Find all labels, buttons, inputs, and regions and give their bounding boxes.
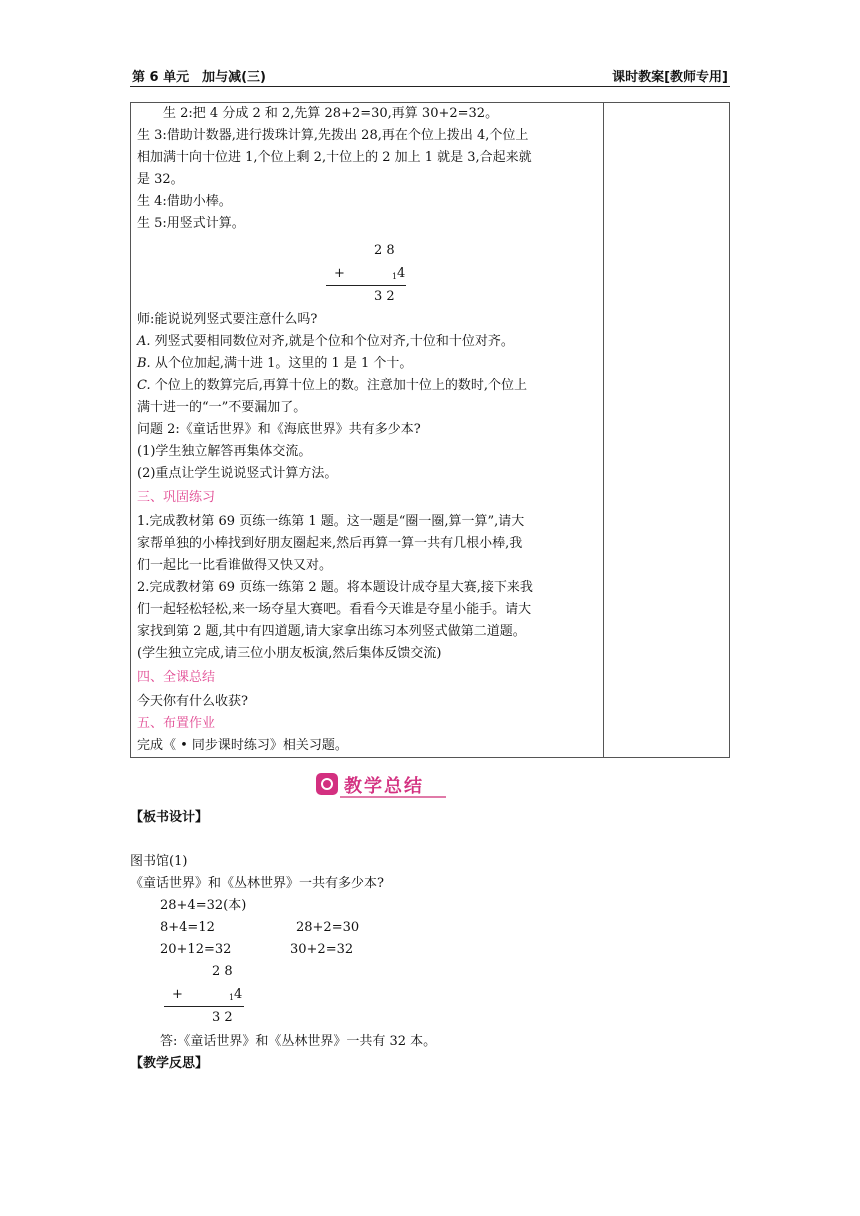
- body-line: 是 32。: [137, 172, 184, 187]
- board-equation: 30+2=32: [290, 942, 354, 957]
- section-heading-summary: 四、全课总结: [137, 670, 216, 685]
- board-equation: 28+2=30: [296, 920, 360, 935]
- table-divider: [603, 103, 604, 757]
- calc-addend: 4: [234, 987, 243, 1002]
- board-equation: 8+4=12: [160, 920, 215, 935]
- body-line: (2)重点让学生说说竖式计算方法。: [137, 466, 338, 481]
- body-line: 问题 2:《童话世界》和《海底世界》共有多少本?: [137, 422, 421, 437]
- banner-underline: [340, 796, 446, 798]
- calc-carry: 1: [392, 272, 398, 281]
- homework-line: 完成《 • 同步课时练习》相关习题。: [137, 738, 348, 753]
- body-line: 生 3:借助计数器,进行拨珠计算,先拨出 28,再在个位上拨出 4,个位上: [137, 128, 529, 143]
- practice-line: (学生独立完成,请三位小朋友板演,然后集体反馈交流): [137, 646, 442, 661]
- calc-result: 3 2: [212, 1010, 233, 1025]
- doc-type: 课时教案[教师专用]: [612, 70, 728, 85]
- section-heading-homework: 五、布置作业: [137, 716, 216, 731]
- calc-top: 2 8: [374, 243, 395, 258]
- practice-line: 家找到第 2 题,其中有四道题,请大家拿出练习本列竖式做第二道题。: [137, 624, 526, 639]
- body-line: 生 2:把 4 分成 2 和 2,先算 28+2=30,再算 30+2=32。: [137, 106, 499, 121]
- calc-plus: +: [334, 266, 345, 281]
- calc-addend: 4: [397, 266, 406, 281]
- body-line: 师:能说说列竖式要注意什么吗?: [137, 312, 318, 327]
- body-line: C. 个位上的数算完后,再算十位上的数。注意加十位上的数时,个位上: [137, 378, 528, 393]
- banner-text: 教学总结: [344, 776, 424, 797]
- reflection-heading: 【教学反思】: [130, 1056, 209, 1071]
- body-line: 满十进一的“一”不要漏加了。: [137, 400, 307, 415]
- board-answer: 答:《童话世界》和《丛林世界》一共有 32 本。: [160, 1034, 437, 1049]
- body-line: A. 列竖式要相同数位对齐,就是个位和个位对齐,十位和十位对齐。: [137, 334, 514, 349]
- practice-line: 2.完成教材第 69 页练一练第 2 题。将本题设计成夺星大赛,接下来我: [137, 580, 533, 595]
- body-line: 生 5:用竖式计算。: [137, 216, 245, 231]
- body-line: B. 从个位加起,满十进 1。这里的 1 是 1 个十。: [137, 356, 413, 371]
- practice-line: 家帮单独的小棒找到好朋友圈起来,然后再算一算一共有几根小棒,我: [137, 536, 523, 551]
- calc-plus: +: [172, 987, 183, 1002]
- section-heading-practice: 三、巩固练习: [137, 490, 216, 505]
- board-equation: 20+12=32: [160, 942, 232, 957]
- teaching-summary-banner: [316, 772, 446, 798]
- body-line: 相加满十向十位进 1,个位上剩 2,十位上的 2 加上 1 就是 3,合起来就: [137, 150, 532, 165]
- body-line: 生 4:借助小棒。: [137, 194, 232, 209]
- body-line: (1)学生独立解答再集体交流。: [137, 444, 312, 459]
- calc-rule: [326, 285, 406, 286]
- practice-line: 1.完成教材第 69 页练一练第 1 题。这一题是“圈一圈,算一算”,请大: [137, 514, 525, 529]
- summary-question: 今天你有什么收获?: [137, 694, 248, 709]
- board-design-heading: 【板书设计】: [130, 810, 209, 825]
- practice-line: 们一起轻松轻松,来一场夺星大赛吧。看看今天谁是夺星小能手。请大: [137, 602, 532, 617]
- practice-line: 们一起比一比看谁做得又快又对。: [137, 558, 333, 573]
- board-equation: 28+4=32(本): [160, 898, 247, 913]
- board-subtitle: 图书馆(1): [130, 854, 188, 869]
- calc-result: 3 2: [374, 289, 395, 304]
- calc-carry: 1: [229, 993, 235, 1002]
- page-header: [130, 64, 730, 87]
- unit-title: 第 6 单元 加与减(三): [132, 70, 266, 85]
- calc-rule: [164, 1006, 244, 1007]
- flower-icon: [316, 773, 338, 795]
- calc-top: 2 8: [212, 964, 233, 979]
- board-question: 《童话世界》和《丛林世界》一共有多少本?: [130, 876, 384, 891]
